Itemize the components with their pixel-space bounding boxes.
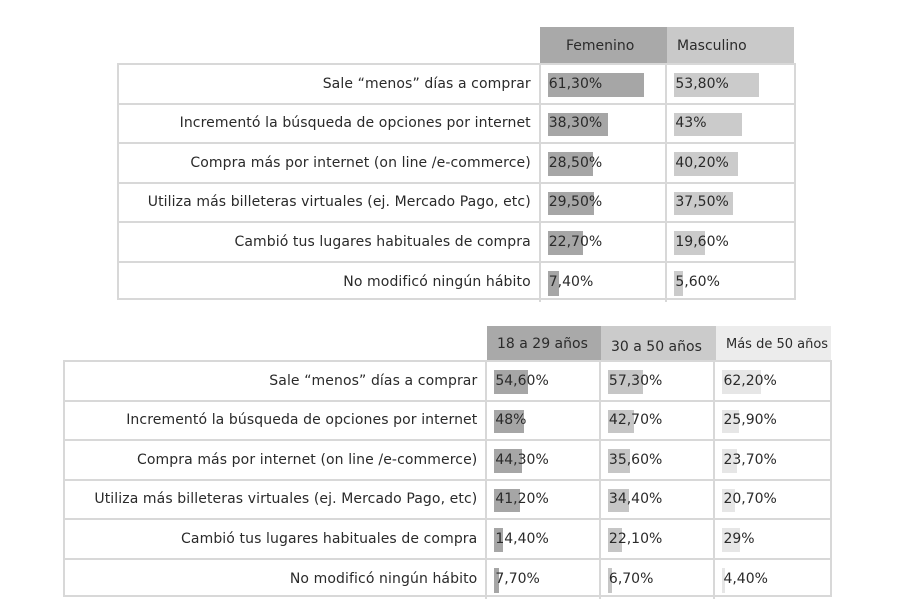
value-text: 25,90% (723, 412, 777, 429)
value-text: 40,20% (675, 154, 729, 171)
value-cell (667, 144, 794, 182)
value-text: 4,40% (723, 571, 768, 587)
value-cell (541, 144, 668, 182)
gender-table-header (540, 27, 794, 64)
value-text: 23,70% (723, 451, 777, 468)
value-cell (715, 441, 830, 479)
gender-row (119, 223, 794, 263)
value-text: 7,70% (495, 571, 540, 587)
value-cell (715, 520, 830, 558)
row-label: Cambió tus lugares habituales de compra (65, 520, 487, 558)
value-text: 37,50% (675, 194, 729, 211)
value-cell (487, 560, 601, 599)
value-cell (667, 223, 794, 261)
value-text: 14,40% (495, 530, 549, 547)
value-cell (541, 223, 668, 261)
gender-row (119, 263, 794, 302)
value-text: 53,80% (675, 75, 729, 92)
value-cell (601, 520, 716, 558)
value-cell (715, 481, 830, 519)
age-row (65, 362, 830, 402)
value-text: 19,60% (675, 233, 729, 250)
value-text: 22,10% (608, 530, 663, 547)
value-cell (601, 441, 716, 479)
value-cell (541, 263, 668, 302)
value-text: 34,40% (608, 491, 663, 508)
gender-table-body (117, 63, 796, 300)
age-table-body (63, 360, 832, 597)
value-cell (601, 402, 716, 440)
value-cell (487, 402, 601, 440)
value-cell (715, 560, 830, 599)
row-label: Sale “menos” días a comprar (119, 65, 541, 103)
value-cell (487, 362, 601, 400)
value-text: 62,20% (723, 372, 777, 389)
header-50-plus: Más de 50 años (716, 326, 831, 362)
row-label: Cambió tus lugares habituales de compra (119, 223, 541, 261)
header-18-29: 18 a 29 años (487, 326, 601, 362)
row-label: Compra más por internet (on line /e-commerce) (119, 144, 541, 182)
gender-row (119, 144, 794, 184)
age-row (65, 520, 830, 560)
value-cell (715, 362, 830, 400)
value-cell (541, 105, 668, 143)
value-text: 38,30% (548, 115, 603, 132)
header-femenino: Femenino (540, 27, 667, 64)
age-row (65, 402, 830, 442)
value-text: 48% (495, 412, 527, 429)
value-cell (601, 362, 716, 400)
age-table-header (487, 326, 831, 362)
value-cell (667, 65, 794, 103)
value-cell (541, 184, 668, 222)
row-label: Utiliza más billeteras virtuales (ej. Mercado Pago, etc) (119, 184, 541, 222)
row-label: Incrementó la búsqueda de opciones por internet (119, 105, 541, 143)
value-cell (541, 65, 668, 103)
value-text: 29,50% (548, 194, 603, 211)
value-text: 6,70% (608, 571, 654, 587)
value-cell (715, 402, 830, 440)
gender-row (119, 105, 794, 145)
value-text: 22,70% (548, 233, 603, 250)
value-cell (487, 520, 601, 558)
value-text: 7,40% (548, 274, 594, 290)
header-masculino: Masculino (667, 27, 794, 64)
value-cell (667, 184, 794, 222)
gender-row (119, 184, 794, 224)
value-text: 43% (675, 115, 707, 132)
value-cell (667, 105, 794, 143)
value-cell (601, 481, 716, 519)
value-cell (487, 441, 601, 479)
value-cell (667, 263, 794, 302)
age-row (65, 481, 830, 521)
row-label: Sale “menos” días a comprar (65, 362, 487, 400)
value-text: 42,70% (608, 412, 663, 429)
age-row (65, 441, 830, 481)
header-30-50: 30 a 50 años (601, 326, 716, 362)
row-label: Incrementó la búsqueda de opciones por internet (65, 402, 487, 440)
value-text: 41,20% (495, 491, 549, 508)
value-text: 20,70% (723, 491, 777, 508)
age-row (65, 560, 830, 599)
value-text: 57,30% (608, 372, 663, 389)
value-text: 28,50% (548, 154, 603, 171)
value-cell (601, 560, 716, 599)
gender-row (119, 65, 794, 105)
value-text: 44,30% (495, 451, 549, 468)
row-label: Compra más por internet (on line /e-commerce) (65, 441, 487, 479)
row-label: No modificó ningún hábito (65, 560, 487, 599)
value-text: 5,60% (675, 274, 720, 290)
value-text: 29% (723, 530, 755, 547)
value-text: 35,60% (608, 451, 663, 468)
value-cell (487, 481, 601, 519)
row-label: Utiliza más billeteras virtuales (ej. Mercado Pago, etc) (65, 481, 487, 519)
value-text: 61,30% (548, 75, 603, 92)
row-label: No modificó ningún hábito (119, 263, 541, 302)
value-text: 54,60% (495, 372, 549, 389)
